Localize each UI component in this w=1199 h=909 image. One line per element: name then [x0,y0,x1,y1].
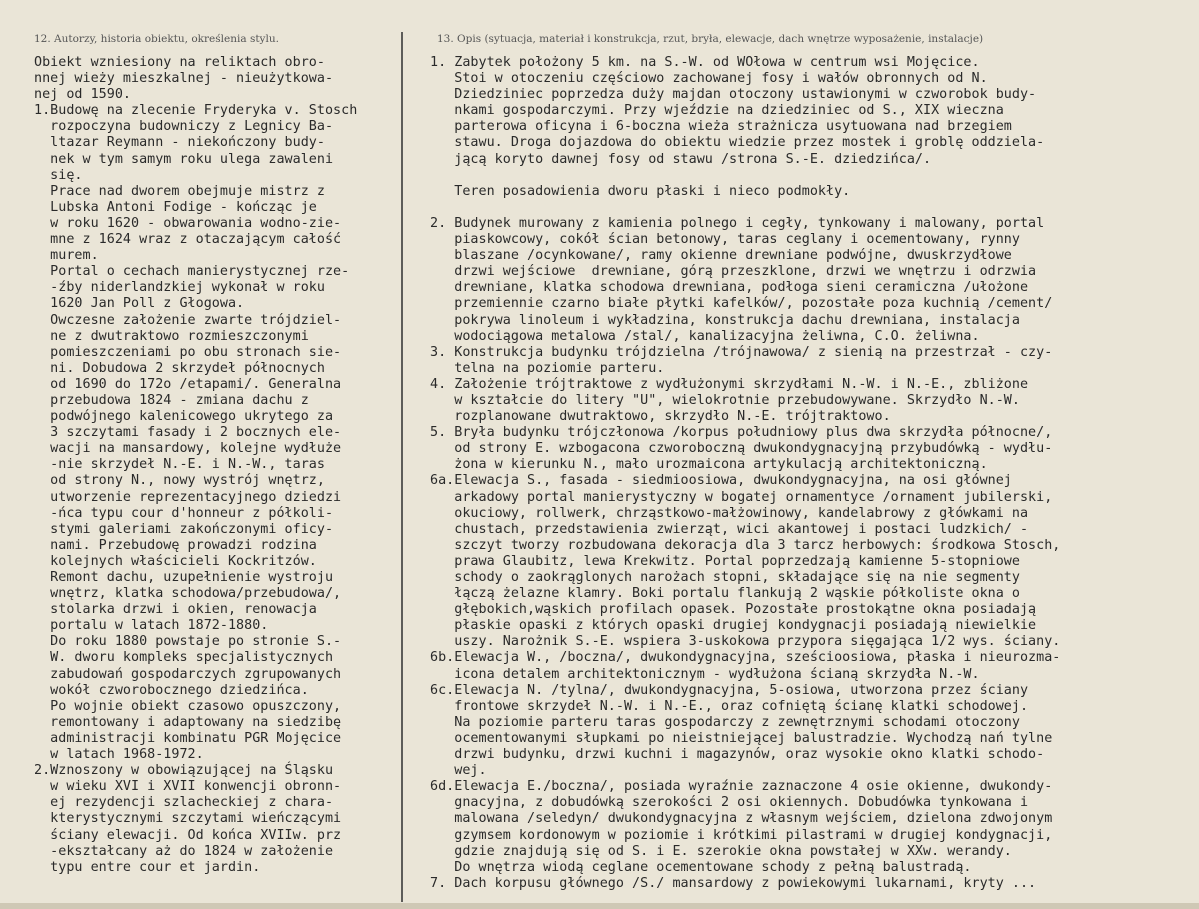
text-line: 6d.Elewacja E./boczna/, posiada wyraźnie zaznaczone 4 osie okienne, dwukondy- [430,779,1053,795]
text-line: Stoi w otoczeniu częściowo zachowanej fosy i wałów obronnych od N. [430,71,988,87]
text-line: wokół czworobocznego dziedzińca. [34,682,309,698]
text-line: zabudowań gospodarczych zgrupowanych [34,666,342,682]
text-line: wacji na mansardowy, kolejne wydłuże [34,441,342,457]
text-line: W. dworu kompleks specjalistycznych [34,650,334,666]
text-line: 1.Budowę na zlecenie Fryderyka v. Stosch [34,103,358,119]
text-line: Na poziomie parteru taras gospodarczy z zewnętrznymi schodami otoczony [430,714,1020,730]
text-line: 1620 Jan Poll z Głogowa. [34,296,245,312]
text-line: głębokich,wąskich profilach opasek. Pozostałe prostokątne okna posiadają [430,602,1037,618]
text-line: w wieku XVI i XVII konwencji obronn- [34,779,342,795]
text-line: ocementowanymi słupkami po nieistniejącej balustradzie. Wychodzą nań tylne [430,730,1053,746]
text-line: stolarka drzwi i okien, renowacja [34,602,317,618]
text-line: nami. Przebudowę prowadzi rodzina [34,537,317,553]
text-line: gnacyjna, z dobudówką szerokości 2 osi okiennych. Dobudówka tynkowana i [430,795,1029,811]
text-line: stymi galeriami zakończonymi oficy- [34,521,334,537]
text-line: Teren posadowienia dworu płaski i nieco podmokły. [430,183,851,199]
text-line: kterystycznymi szczytami wieńczącymi [34,811,342,827]
text-line: 4. Założenie trójtraktowe z wydłużonymi skrzydłami N.-W. i N.-E., zbliżone [430,376,1029,392]
text-line: arkadowy portal manierystyczny w bogatej ornamentyce /ornament jubilerski, [430,489,1053,505]
text-line: Prace nad dworem obejmuje mistrz z [34,183,325,199]
text-line: remontowany i adaptowany na siedzibę [34,714,342,730]
text-line: łączą żelazne klamry. Boki portalu flankują 2 wąskie półkoliste okna o [430,586,1020,602]
text-line: ściany elewacji. Od końca XVIIw. prz [34,827,342,843]
text-line: drzwi wejściowe drewniane, górą przeszklone, drzwi we wnętrzu i odrzwia [430,264,1037,280]
text-line: chustach, przedstawienia zwierząt, wici akantowej i postaci ludzkich/ - [430,521,1029,537]
text-line: w roku 1620 - obwarowania wodno-zie- [34,215,342,231]
text-line: się. [34,167,83,183]
text-line: utworzenie reprezentacyjnego dziedzi [34,489,342,505]
text-line: rozplanowane dwutraktowo, skrzydło N.-E. trójtraktowo. [430,409,891,425]
text-line: Portal o cechach manierystycznej rze- [34,264,350,280]
text-line: icona detalem architektonicznym - wydłużona ścianą skrzydła N.-W. [430,666,980,682]
text-line: nej od 1590. [34,87,131,103]
text-line: ltazar Reymann - niekończony budy- [34,135,325,151]
text-line: piaskowcowy, cokół ścian betonowy, taras ceglany i ocementowany, rynny [430,232,1020,248]
text-line: -źby niderlandzkiej wykonał w roku [34,280,325,296]
text-line: Remont dachu, uzupełnienie wystroju [34,570,334,585]
text-line: uszy. Narożnik S.-E. wspiera 3-uskokowa przypora sięgająca 1/2 wys. ściany. [430,634,1061,650]
text-line [430,168,1060,184]
text-line: Obiekt wzniesiony na reliktach obro- [34,55,325,70]
text-line: Do wnętrza wiodą ceglane ocementowane schody z pełną balustradą. [430,859,972,875]
text-line: Po wojnie obiekt czasowo opuszczony, [34,698,342,714]
text-line: rozpoczyna budowniczy z Legnicy Ba- [34,119,334,135]
text-line: pokrywa linoleum i wykładzina, konstrukcja dachu drewniana, instalacja [430,312,1020,328]
text-line: pomieszczeniami po obu stronach sie- [34,344,342,360]
text-line: 1. Zabytek położony 5 km. na S.-W. od WOłowa w centrum wsi Mojęcice. [430,55,980,70]
text-line: frontowe skrzydeł N.-W. i N.-E., oraz cofniętą ścianę klatki schodowej. [430,698,1029,714]
text-line: ne z dwutraktowo rozmieszczonymi [34,328,309,344]
text-line: przemiennie czarno białe płytki kafelków/, pozostałe poza kuchnią /cement/ [430,296,1053,312]
text-line: gdzie znajdują się od S. i E. szerokie okna powstałej w XXw. werandy. [430,843,1012,859]
text-line: od strony E. wzbogacona czworoboczną dwukondygnacyjną przybudówką - wydłu- [430,441,1053,457]
text-line: Owczesne założenie zwarte trójdziel- [34,312,342,328]
text-line: portalu w latach 1872-1880. [34,618,269,634]
left-column-heading: 12. Autorzy, historia obiektu, określenia stylu. [34,33,279,45]
text-line: 3 szczytami fasady i 2 bocznych ele- [34,425,342,441]
text-line: Dziedziniec poprzedza duży majdan otoczony ustawionymi w czworobok budy- [430,87,1037,103]
text-line: jącą koryto dawnej fosy od stawu /strona S.-E. dziedzińca/. [430,151,932,167]
right-column-text [430,55,1060,892]
text-line: stawu. Droga dojazdowa do obiektu wiedzie przez mostek i groblę oddziela- [430,135,1045,151]
page-bottom-edge [0,903,1199,909]
text-line: wej. [430,763,487,779]
text-line: administracji kombinatu PGR Mojęcice [34,730,342,746]
text-line: wnętrz, klatka schodowa/przebudowa/, [34,586,342,602]
text-line: nek w tym samym roku ulega zawaleni [34,151,334,167]
text-line: nkami gospodarczymi. Przy wjeździe na dziedziniec od S., XIX wieczna [430,103,1004,119]
text-line: mne z 1624 wraz z otaczającym całość [34,232,342,248]
text-line: 7. Dach korpusu głównego /S./ mansardowy z powiekowymi lukarnami, kryty ... [430,875,1037,891]
text-line: typu entre cour et jardin. [34,859,261,875]
text-line: przebudowa 1824 - zmiana dachu z [34,392,309,408]
text-line: drzwi budynku, drzwi kuchni i magazynów, oraz wysokie okno klatki schodo- [430,747,1045,763]
text-line [430,200,1060,216]
text-line: -ekształcany aż do 1824 w założenie [34,843,334,859]
text-line: 2.Wznoszony w obowiązującej na Śląsku [34,763,334,779]
left-column-text [34,55,357,876]
text-line: malowana /seledyn/ dwukondygnacyjna z własnym wejściem, dzielona zdwojonym [430,811,1053,827]
text-line: 5. Bryła budynku trójczłonowa /korpus południowy plus dwa skrzydła północne/, [430,425,1053,441]
text-line: kolejnych właścicieli Kockritzów. [34,553,317,569]
text-line: Do roku 1880 powstaje po stronie S.- [34,634,342,650]
column-divider [401,32,403,902]
right-column-heading: 13. Opis (sytuacja, materiał i konstrukcja, rzut, bryła, elewacje, dach wnętrze wyposażenie, instalacje) [437,33,984,45]
text-line: 3. Konstrukcja budynku trójdzielna /trójnawowa/ z sienią na przestrzał - czy- [430,344,1053,360]
text-line: nnej wieży mieszkalnej - nieużytkowa- [34,71,334,87]
text-line: schody o zaokrąglonych narożach stopni, składające się na nie segmenty [430,570,1020,585]
text-line: -ńca typu cour d'honneur z półkoli- [34,505,334,521]
text-line: 2. Budynek murowany z kamienia polnego i cegły, tynkowany i malowany, portal [430,215,1045,231]
text-line: w kształcie do litery "U", wielokrotnie przebudowywane. Skrzydło N.-W. [430,392,1020,408]
text-line: płaskie opaski z których opaski drugiej kondygnacji posiadają niewielkie [430,618,1037,634]
text-line: w latach 1968-1972. [34,747,204,763]
text-line: murem. [34,248,99,264]
text-line: gzymsem kordonowym w poziomie i krótkimi pilastrami w drugiej kondygnacji, [430,827,1053,843]
text-line: Lubska Antoni Fodige - kończąc je [34,199,317,215]
text-line: od strony N., nowy wystrój wnętrz, [34,473,325,489]
text-line: 6a.Elewacja S., fasada - siedmioosiowa, dwukondygnacyjna, na osi głównej [430,473,1012,489]
text-line: drewniane, klatka schodowa drewniana, podłoga sieni ceramiczna /ułożone [430,280,1029,296]
text-line: ej rezydencji szlacheckiej z chara- [34,795,334,811]
text-line: parterowa oficyna i 6-boczna wieża strażnicza usytuowana nad brzegiem [430,119,1012,135]
text-line: telna na poziomie parteru. [430,360,665,376]
text-line: -nie skrzydeł N.-E. i N.-W., taras [34,457,325,473]
text-line: prawa Glaubitz, lewa Krekwitz. Portal poprzedzają kamienne 5-stopniowe [430,553,1020,569]
text-line: blaszane /ocynkowane/, ramy okienne drewniane podwójne, dwuskrzydłowe [430,248,1012,264]
text-line: okuciowy, rollwerk, chrząstkowo-małżowinowy, kandelabrowy z główkami na [430,505,1029,521]
text-line: żona w kierunku N., mało urozmaicona artykulacją architektoniczną. [430,457,988,473]
text-line: podwójnego kalenicowego ukrytego za [34,409,334,425]
text-line: szczyt tworzy rozbudowana dekoracja dla 3 tarcz herbowych: środkowa Stosch, [430,537,1061,553]
text-line: 6c.Elewacja N. /tylna/, dwukondygnacyjna, 5-osiowa, utworzona przez ściany [430,682,1029,698]
text-line: od 1690 do 172o /etapami/. Generalna [34,376,342,392]
text-line: ni. Dobudowa 2 skrzydeł północnych [34,360,325,376]
text-line: wodociągowa metalowa /stal/, kanalizacyjna żeliwna, C.O. żeliwna. [430,328,980,344]
text-line: 6b.Elewacja W., /boczna/, dwukondygnacyjna, sześcioosiowa, płaska i nieurozma- [430,650,1061,666]
